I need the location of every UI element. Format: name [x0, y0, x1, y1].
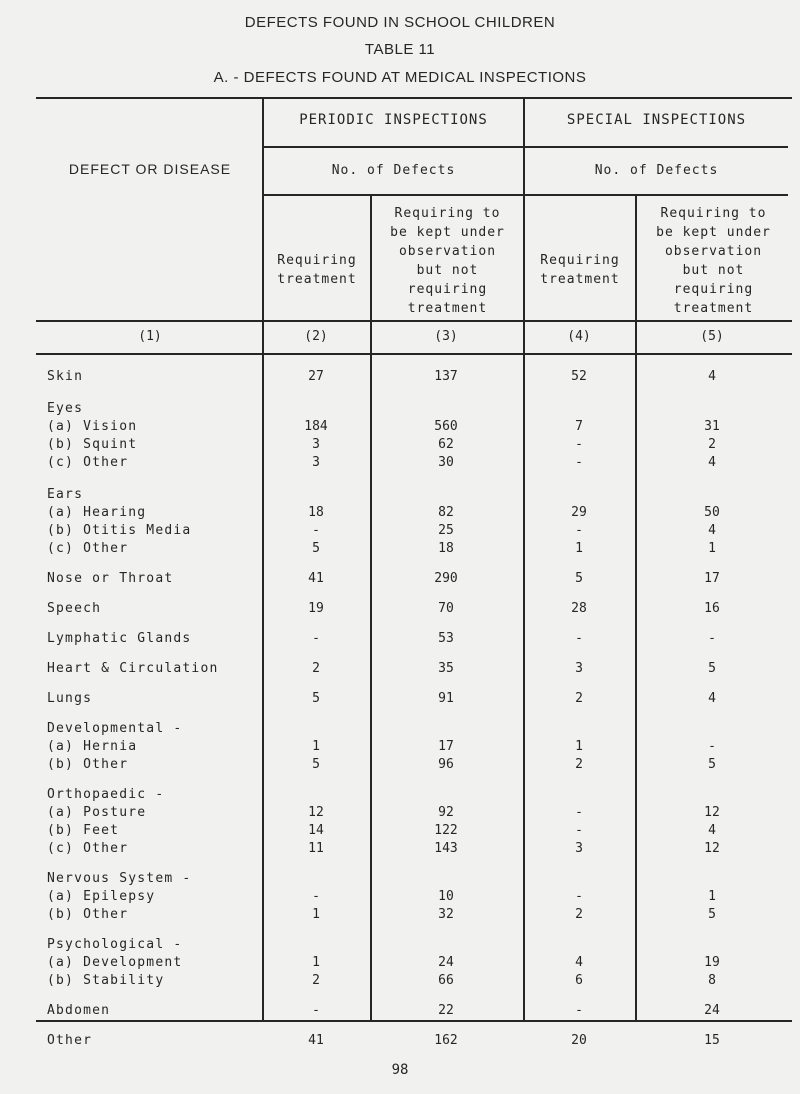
row-label: Eyes — [47, 401, 84, 416]
row-value-col5: - — [708, 631, 716, 646]
table-top-rule — [36, 97, 792, 99]
header-line: Requiring — [277, 253, 357, 268]
column-number-4: (4) — [567, 329, 591, 344]
row-value-col4: 2 — [575, 691, 583, 706]
row-value-col4: 3 — [575, 661, 583, 676]
header-line: requiring — [673, 282, 754, 297]
row-label: Heart & Circulation — [47, 661, 219, 676]
col3-header — [372, 204, 523, 318]
row-value-col2: 5 — [312, 541, 320, 556]
row-value-col5: 12 — [704, 805, 720, 820]
defect-column-header: DEFECT OR DISEASE — [68, 161, 232, 177]
row-value-col5: 4 — [708, 823, 716, 838]
row-value-col2: 1 — [312, 907, 320, 922]
row-value-col3: 91 — [438, 691, 454, 706]
row-value-col4: 52 — [571, 369, 587, 384]
row-value-col5: 5 — [708, 661, 716, 676]
row-value-col3: 66 — [438, 973, 454, 988]
row-value-col3: 137 — [434, 369, 458, 384]
row-value-col4: 3 — [575, 841, 583, 856]
row-label: Nervous System - — [47, 871, 192, 886]
subheader-rule — [263, 146, 788, 148]
row-value-col2: 14 — [308, 823, 324, 838]
header-line: treatment — [407, 301, 488, 316]
row-value-col3: 82 — [438, 505, 454, 520]
header-bottom-rule — [36, 320, 792, 322]
special-no-of-defects-header: No. of Defects — [594, 163, 719, 178]
row-value-col4: - — [575, 455, 583, 470]
row-label: Psychological - — [47, 937, 183, 952]
row-value-col5: 4 — [708, 369, 716, 384]
header-line: be kept under — [656, 225, 771, 240]
header-line: but not — [416, 263, 479, 278]
row-value-col2: 18 — [308, 505, 324, 520]
row-value-col3: 10 — [438, 889, 454, 904]
header-line: observation — [664, 244, 763, 259]
header-line: be kept under — [390, 225, 505, 240]
column-number-5: (5) — [700, 329, 724, 344]
periodic-inspections-header: PERIODIC INSPECTIONS — [299, 112, 488, 128]
periodic-no-of-defects-header: No. of Defects — [331, 163, 456, 178]
row-label: Nose or Throat — [47, 571, 174, 586]
table-subtitle: A. - DEFECTS FOUND AT MEDICAL INSPECTIONS — [213, 69, 587, 86]
row-value-col2: 5 — [312, 757, 320, 772]
row-value-col3: 32 — [438, 907, 454, 922]
page-title: DEFECTS FOUND IN SCHOOL CHILDREN — [244, 14, 556, 31]
header-line: Requiring to — [660, 206, 767, 221]
row-value-col3: 62 — [438, 437, 454, 452]
row-label: Developmental - — [47, 721, 183, 736]
row-label: Other — [47, 1033, 93, 1048]
row-label: (c) Other — [47, 841, 129, 856]
row-value-col4: 7 — [575, 419, 583, 434]
row-value-col2: - — [312, 1003, 320, 1018]
col-divider-2 — [370, 196, 372, 1022]
row-value-col3: 24 — [438, 955, 454, 970]
row-label: (b) Otitis Media — [47, 523, 192, 538]
row-value-col3: 30 — [438, 455, 454, 470]
row-value-col2: 11 — [308, 841, 324, 856]
row-value-col5: 8 — [708, 973, 716, 988]
row-label: (b) Other — [47, 907, 129, 922]
row-value-col3: 122 — [434, 823, 458, 838]
row-value-col3: 53 — [438, 631, 454, 646]
row-label: Orthopaedic - — [47, 787, 165, 802]
row-value-col3: 143 — [434, 841, 458, 856]
row-value-col4: - — [575, 889, 583, 904]
row-value-col5: - — [708, 739, 716, 754]
header-line: treatment — [540, 272, 620, 287]
row-label: (a) Epilepsy — [47, 889, 156, 904]
row-value-col2: - — [312, 631, 320, 646]
header-line: treatment — [277, 272, 357, 287]
col-divider-3 — [523, 97, 525, 1022]
special-inspections-header: SPECIAL INSPECTIONS — [566, 112, 747, 128]
row-value-col4: 6 — [575, 973, 583, 988]
row-value-col4: 5 — [575, 571, 583, 586]
row-value-col2: 2 — [312, 973, 320, 988]
row-label: Ears — [47, 487, 84, 502]
row-value-col4: 20 — [571, 1033, 587, 1048]
row-value-col5: 4 — [708, 691, 716, 706]
row-label: (a) Hernia — [47, 739, 138, 754]
col2-header — [264, 251, 370, 289]
row-value-col2: 5 — [312, 691, 320, 706]
row-label: (a) Posture — [47, 805, 147, 820]
row-value-col5: 4 — [708, 455, 716, 470]
header-line: Requiring to — [394, 206, 501, 221]
row-value-col3: 162 — [434, 1033, 458, 1048]
row-value-col3: 70 — [438, 601, 454, 616]
row-value-col4: 2 — [575, 757, 583, 772]
row-value-col5: 15 — [704, 1033, 720, 1048]
row-value-col3: 17 — [438, 739, 454, 754]
row-value-col5: 12 — [704, 841, 720, 856]
row-value-col2: 3 — [312, 437, 320, 452]
table-label: TABLE 11 — [364, 41, 436, 58]
row-value-col4: - — [575, 805, 583, 820]
row-label: (b) Squint — [47, 437, 138, 452]
row-value-col5: 2 — [708, 437, 716, 452]
row-value-col2: 1 — [312, 739, 320, 754]
header-line: observation — [398, 244, 497, 259]
row-value-col3: 290 — [434, 571, 458, 586]
row-label: (b) Other — [47, 757, 129, 772]
row-value-col2: 41 — [308, 1033, 324, 1048]
row-value-col5: 19 — [704, 955, 720, 970]
col-divider-4 — [635, 196, 637, 1022]
row-value-col2: - — [312, 889, 320, 904]
row-value-col2: 184 — [304, 419, 328, 434]
col4-header — [525, 251, 635, 289]
header-line: treatment — [673, 301, 754, 316]
row-label: (b) Feet — [47, 823, 120, 838]
row-value-col4: 29 — [571, 505, 587, 520]
row-value-col5: 17 — [704, 571, 720, 586]
row-label: (a) Hearing — [47, 505, 147, 520]
row-value-col4: - — [575, 437, 583, 452]
row-value-col3: 96 — [438, 757, 454, 772]
row-value-col4: 2 — [575, 907, 583, 922]
row-value-col2: - — [312, 523, 320, 538]
row-value-col3: 560 — [434, 419, 458, 434]
row-value-col5: 16 — [704, 601, 720, 616]
page-number: 98 — [391, 1062, 409, 1078]
header-line: but not — [682, 263, 745, 278]
row-value-col2: 2 — [312, 661, 320, 676]
row-label: Speech — [47, 601, 102, 616]
row-value-col2: 41 — [308, 571, 324, 586]
row-label: (a) Development — [47, 955, 183, 970]
row-value-col4: - — [575, 523, 583, 538]
row-value-col5: 31 — [704, 419, 720, 434]
row-value-col4: - — [575, 823, 583, 838]
header-rule — [263, 194, 788, 196]
row-label: Abdomen — [47, 1003, 111, 1018]
row-value-col4: 4 — [575, 955, 583, 970]
colnum-rule — [36, 353, 792, 355]
row-label: (a) Vision — [47, 419, 138, 434]
row-value-col2: 3 — [312, 455, 320, 470]
row-value-col4: - — [575, 631, 583, 646]
row-label: (c) Other — [47, 541, 129, 556]
row-value-col4: - — [575, 1003, 583, 1018]
row-value-col4: 1 — [575, 739, 583, 754]
header-line: requiring — [407, 282, 488, 297]
header-line: Requiring — [540, 253, 620, 268]
column-number-1: (1) — [138, 329, 162, 344]
row-value-col4: 28 — [571, 601, 587, 616]
row-label: Lymphatic Glands — [47, 631, 192, 646]
row-value-col5: 1 — [708, 541, 716, 556]
row-value-col5: 1 — [708, 889, 716, 904]
row-label: (b) Stability — [47, 973, 165, 988]
column-number-2: (2) — [304, 329, 328, 344]
row-value-col5: 24 — [704, 1003, 720, 1018]
row-value-col3: 25 — [438, 523, 454, 538]
col-divider-1 — [262, 97, 264, 1022]
column-number-3: (3) — [434, 329, 458, 344]
row-value-col2: 27 — [308, 369, 324, 384]
row-value-col3: 92 — [438, 805, 454, 820]
row-label: Lungs — [47, 691, 93, 706]
row-label: Skin — [47, 369, 84, 384]
row-value-col3: 22 — [438, 1003, 454, 1018]
row-label: (c) Other — [47, 455, 129, 470]
row-value-col5: 5 — [708, 757, 716, 772]
row-value-col5: 4 — [708, 523, 716, 538]
row-value-col3: 18 — [438, 541, 454, 556]
row-value-col4: 1 — [575, 541, 583, 556]
row-value-col5: 50 — [704, 505, 720, 520]
row-value-col2: 12 — [308, 805, 324, 820]
row-value-col5: 5 — [708, 907, 716, 922]
col5-header — [637, 204, 790, 318]
row-value-col2: 1 — [312, 955, 320, 970]
row-value-col3: 35 — [438, 661, 454, 676]
row-value-col2: 19 — [308, 601, 324, 616]
table-bottom-rule — [36, 1020, 792, 1022]
